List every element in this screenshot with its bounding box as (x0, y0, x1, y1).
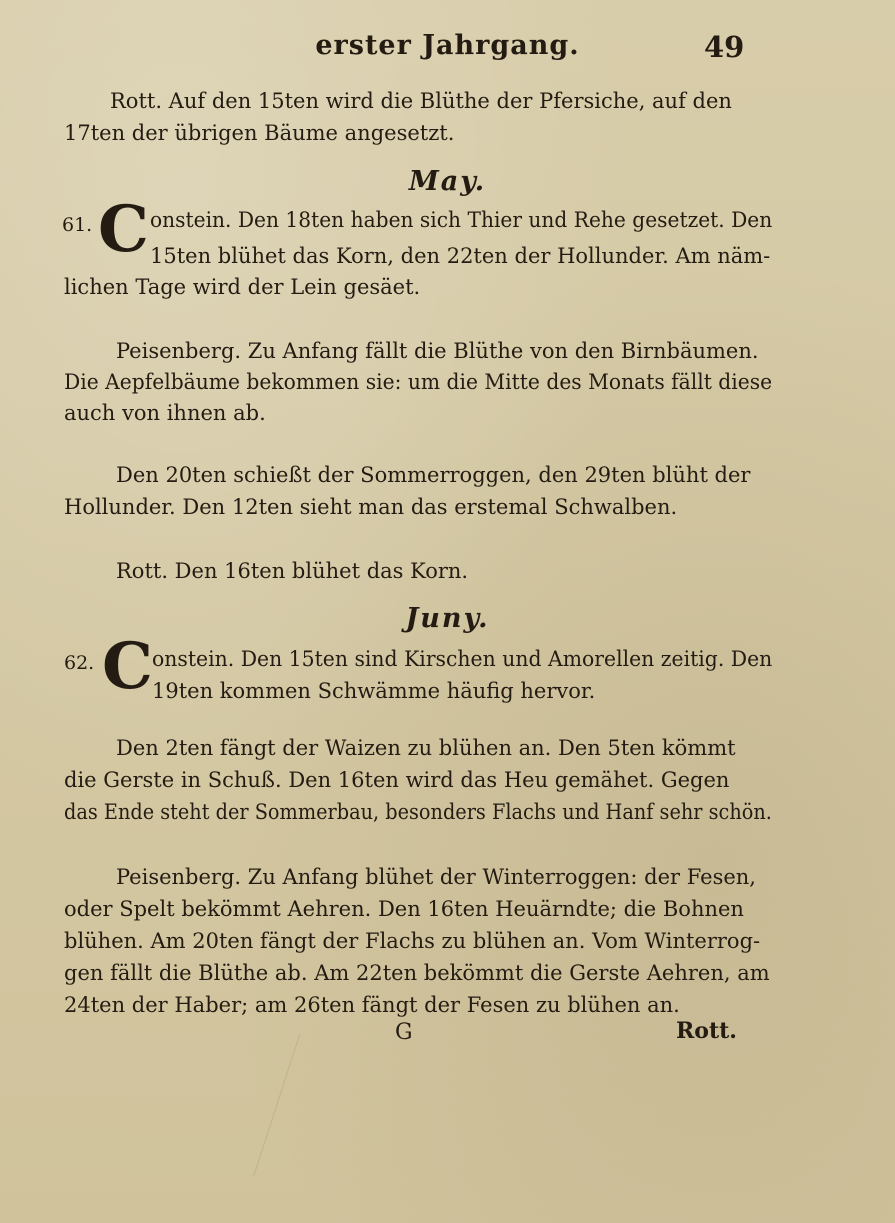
june-peisenberg-line-4: gen fällt die Blüthe ab. Am 22ten bekömmt die Gerste Aehren, am (64, 961, 770, 985)
intro-line-2: 17ten der übrigen Bäume angesetzt. (64, 121, 455, 145)
catchword: Rott. (676, 1018, 737, 1044)
june-peisenberg-line-5: 24ten der Haber; am 26ten fängt der Fesen zu blühen an. (64, 993, 680, 1017)
signature-mark: G (395, 1020, 413, 1045)
entry-number-62: 62. (64, 652, 95, 674)
june-para2-line-2: die Gerste in Schuß. Den 16ten wird das Heu gemähet. Gegen (64, 768, 730, 792)
entry-61-line-3: lichen Tage wird der Lein gesäet. (64, 275, 421, 299)
month-heading-may: May. (408, 166, 487, 197)
may-peisenberg-line-3: auch von ihnen ab. (64, 401, 266, 425)
june-para2-line-1: Den 2ten fängt der Waizen zu blühen an. Den 5ten kömmt (116, 736, 736, 760)
june-para2-line-3: das Ende steht der Sommerbau, besonders Flachs und Hanf sehr schön. (64, 800, 772, 824)
dropcap-c-61: C (98, 192, 149, 267)
may-para2-line-1: Den 20ten schießt der Sommerroggen, den 29ten blüht der (116, 463, 751, 487)
running-header: erster Jahrgang. (315, 30, 580, 61)
entry-61-line-2: 15ten blühet das Korn, den 22ten der Hollunder. Am näm- (150, 244, 771, 268)
entry-62-line-2: 19ten kommen Schwämme häufig hervor. (152, 679, 596, 703)
page-number: 49 (704, 30, 745, 64)
intro-line-1: Rott. Auf den 15ten wird die Blüthe der Pfersiche, auf den (110, 89, 732, 113)
dropcap-c-62: C (102, 629, 153, 704)
month-heading-june: Juny. (405, 603, 490, 634)
may-rott-line: Rott. Den 16ten blühet das Korn. (116, 559, 469, 583)
june-peisenberg-line-1: Peisenberg. Zu Anfang blühet der Winterroggen: der Fesen, (116, 865, 756, 889)
entry-number-61: 61. (62, 214, 93, 236)
entry-61-line-1: onstein. Den 18ten haben sich Thier und Rehe gesetzet. Den (150, 208, 773, 232)
may-peisenberg-line-1: Peisenberg. Zu Anfang fällt die Blüthe von den Birnbäumen. (116, 339, 759, 363)
paper-fold-mark (253, 1033, 548, 1223)
june-peisenberg-line-3: blühen. Am 20ten fängt der Flachs zu blühen an. Vom Winterrog- (64, 929, 761, 953)
may-peisenberg-line-2: Die Aepfelbäume bekommen sie: um die Mitte des Monats fällt diese (64, 370, 773, 394)
entry-62-line-1: onstein. Den 15ten sind Kirschen und Amorellen zeitig. Den (152, 647, 773, 671)
june-peisenberg-line-2: oder Spelt bekömmt Aehren. Den 16ten Heuärndte; die Bohnen (64, 897, 744, 921)
may-para2-line-2: Hollunder. Den 12ten sieht man das erstemal Schwalben. (64, 495, 678, 519)
